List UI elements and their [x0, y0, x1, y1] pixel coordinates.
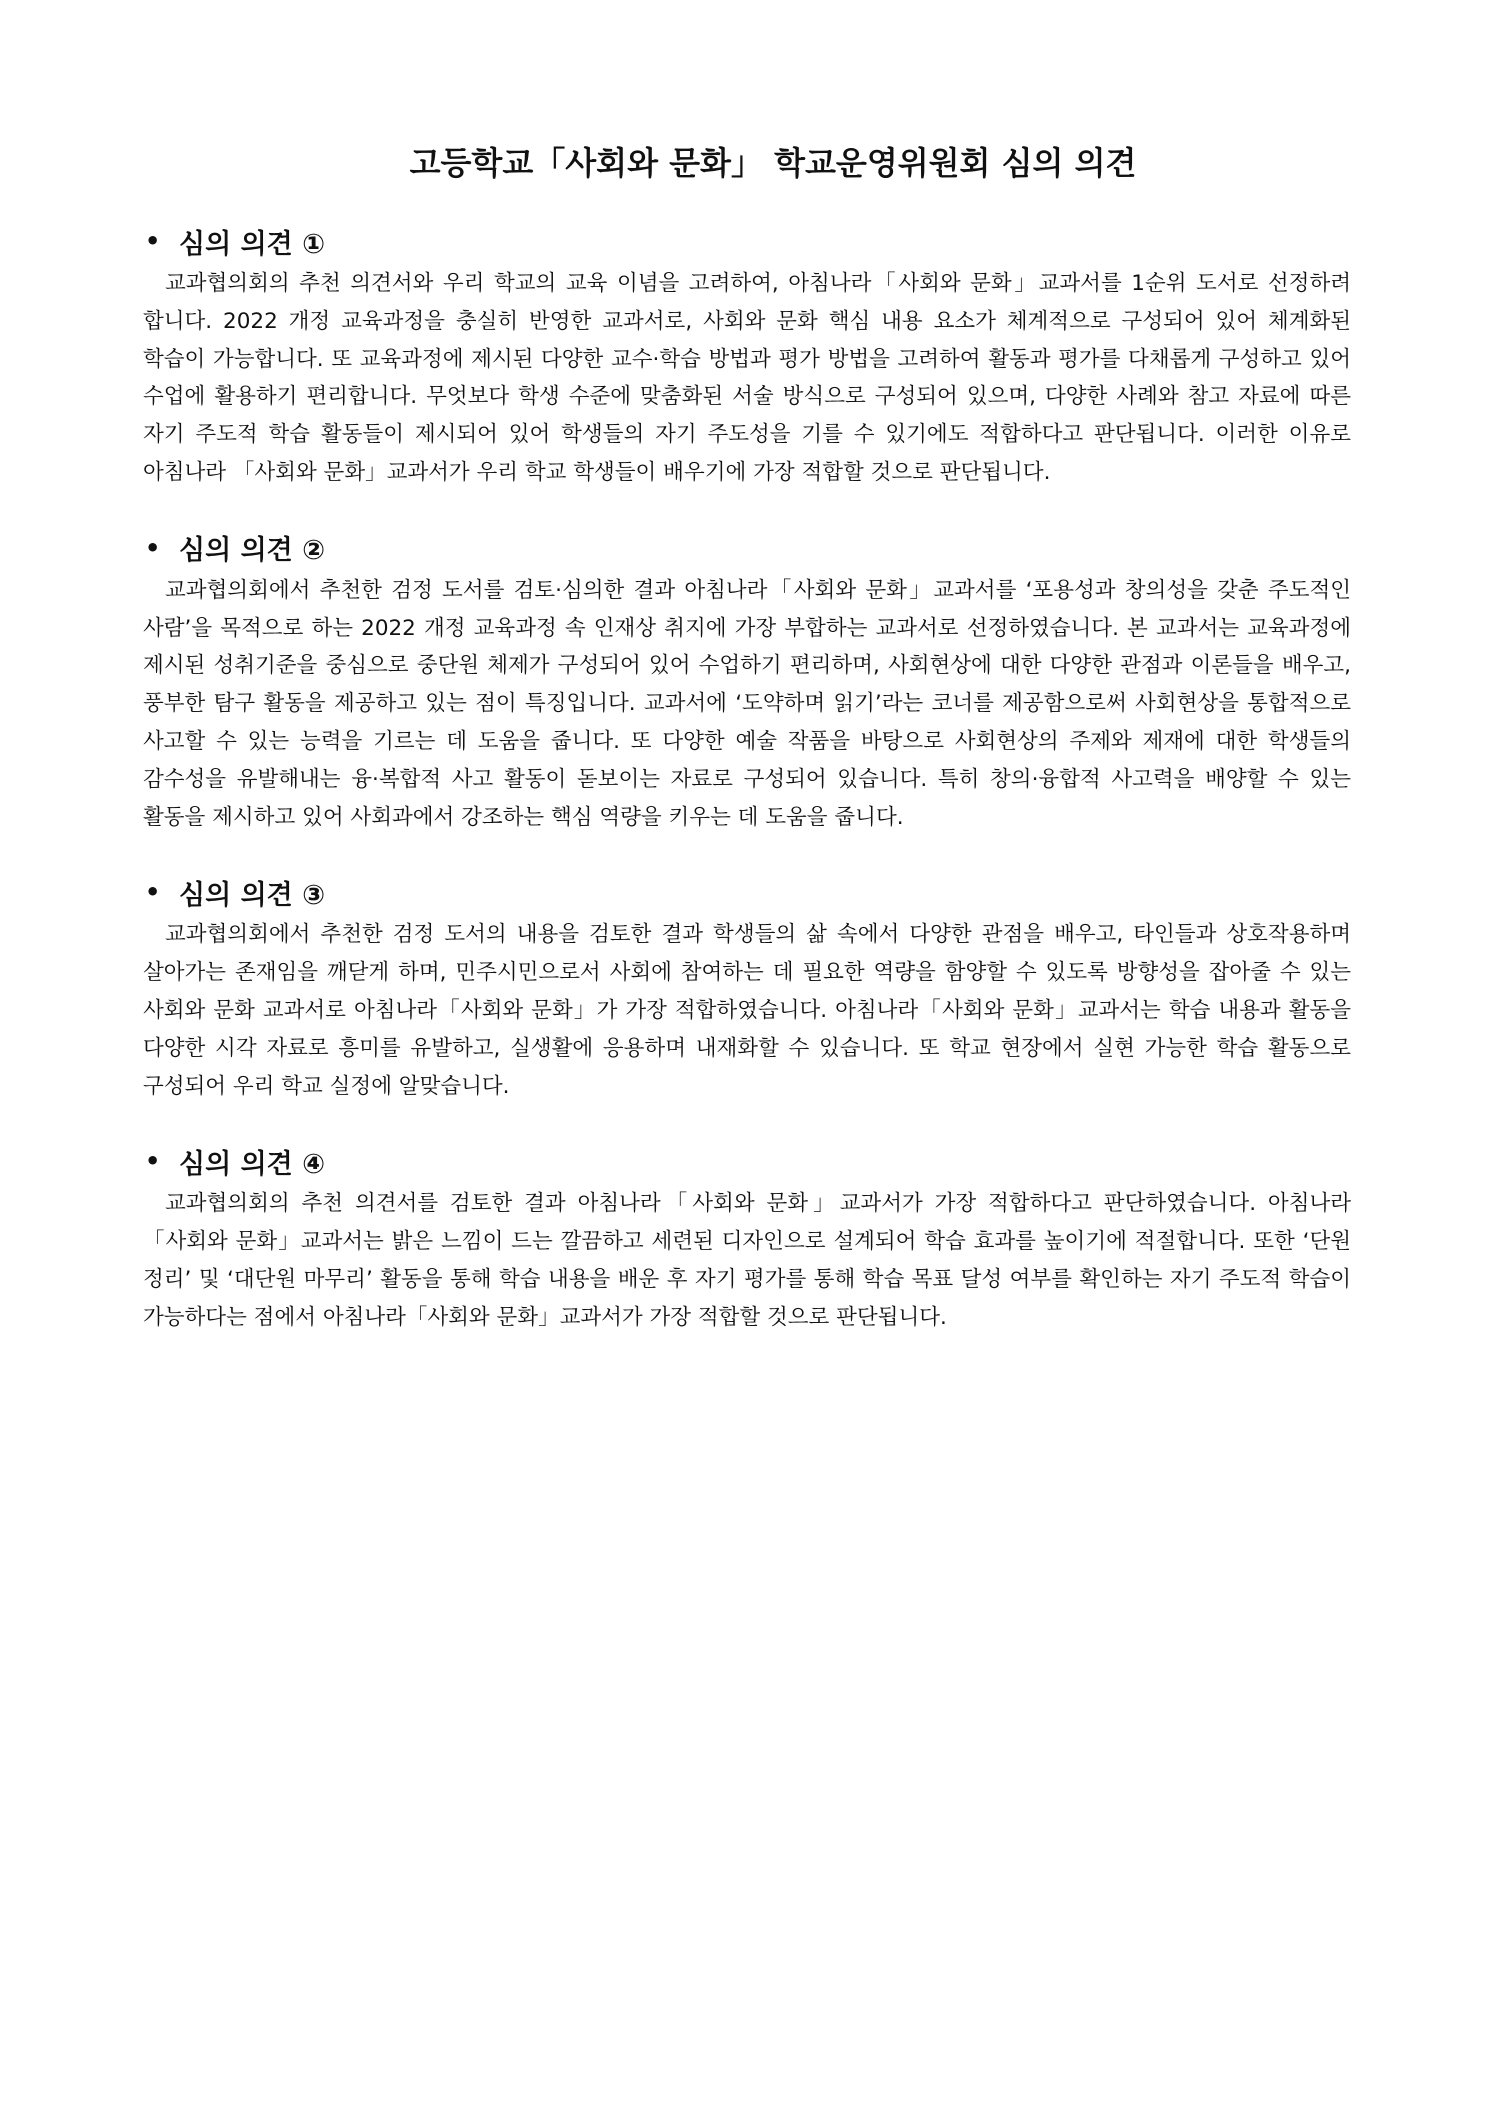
section-heading: [143, 870, 1351, 914]
bullet-icon: •: [145, 1147, 161, 1176]
bullet-icon: •: [145, 227, 161, 255]
document-title: 고등학교「사회와 문화」 학교운영위원회 심의 의견: [409, 144, 1137, 182]
section-body: 교과협의회에서 추천한 검정 도서를 검토·심의한 결과 아침나라「사회와 문화」교과서를 ‘포용성과 창의성을 갖춘 주도적인 사람’을 목적으로 하는 2022 개정 교육과정 속 인재상 취지에 가장 부합하는 교과서로 선정하였습니다. 본 교과서는 교육과정에 제시된 성취기준을 중심으로 중단원 체제가 구성되어 있어 수업하기 편리하며, 사회현상에 대한 다양한 관점과 이론들을 배우고, 풍부한 탐구 활동을 제공하고 있는 점이 특징입니다. 교과서에 ‘도약하며 읽기’라는 코너를 제공함으로써 사회현상을 통합적으로 사고할 수 있는 능력을 기르는 데 도움을 줍니다. 또 다양한 예술 작품을 바탕으로 사회현상의 주제와 제재에 대한 학생들의 감수성을 유발해내는 융·복합적 사고 활동이 돋보이는 자료로 구성되어 있습니다. 특히 창의·융합적 사고력을 배양할 수 있는 활동을 제시하고 있어 사회과에서 강조하는 핵심 역량을 키우는 데 도움을 줍니다.: [143, 577, 1351, 830]
section-heading-text: 심의 의견 ④: [179, 1148, 325, 1180]
section-heading: [143, 219, 1351, 263]
document-page: [143, 138, 1351, 1371]
opinion-section-2: [143, 526, 1351, 837]
opinion-section-3: [143, 870, 1351, 1105]
section-heading-text: 심의 의견 ③: [179, 879, 325, 911]
section-heading-text: 심의 의견 ①: [179, 228, 325, 260]
section-heading: [143, 1139, 1351, 1183]
opinion-section-4: [143, 1139, 1351, 1336]
section-heading-text: 심의 의견 ②: [179, 535, 325, 567]
section-body: 교과협의회의 추천 의견서를 검토한 결과 아침나라「사회와 문화」교과서가 가장 적합하다고 판단하였습니다. 아침나라「사회와 문화」교과서는 밝은 느낌이 드는 깔끔하고 세련된 디자인으로 설계되어 학습 효과를 높이기에 적절합니다. 또한 ‘단원 정리’ 및 ‘대단원 마무리’ 활동을 통해 학습 내용을 배운 후 자기 평가를 통해 학습 목표 달성 여부를 확인하는 자기 주도적 학습이 가능하다는 점에서 아침나라「사회와 문화」교과서가 가장 적합할 것으로 판단됩니다.: [143, 1191, 1352, 1330]
opinion-section-1: [143, 219, 1351, 492]
bullet-icon: •: [145, 878, 161, 907]
section-heading: [143, 526, 1351, 570]
bullet-icon: •: [145, 533, 161, 562]
section-body: 교과협의회의 추천 의견서와 우리 학교의 교육 이념을 고려하여, 아침나라「사회와 문화」교과서를 1순위 도서로 선정하려 합니다. 2022 개정 교육과정을 충실히 반영한 교과서로, 사회와 문화 핵심 내용 요소가 체계적으로 구성되어 있어 체계화된 학습이 가능합니다. 또 교육과정에 제시된 다양한 교수·학습 방법과 평가 방법을 고려하여 활동과 평가를 다채롭게 구성하고 있어 수업에 활용하기 편리합니다. 무엇보다 학생 수준에 맞춤화된 서술 방식으로 구성되어 있으며, 다양한 사례와 참고 자료에 따른 자기 주도적 학습 활동들이 제시되어 있어 학생들의 자기 주도성을 기를 수 있기에도 적합하다고 판단됩니다. 이러한 이유로 아침나라 「사회와 문화」교과서가 우리 학교 학생들이 배우기에 가장 적합할 것으로 판단됩니다.: [143, 271, 1351, 485]
section-body: 교과협의회에서 추천한 검정 도서의 내용을 검토한 결과 학생들의 삶 속에서 다양한 관점을 배우고, 타인들과 상호작용하며 살아가는 존재임을 깨닫게 하며, 민주시민으로서 사회에 참여하는 데 필요한 역량을 함양할 수 있도록 방향성을 잡아줄 수 있는 사회와 문화 교과서로 아침나라「사회와 문화」가 가장 적합하였습니다. 아침나라「사회와 문화」교과서는 학습 내용과 활동을 다양한 시각 자료로 흥미를 유발하고, 실생활에 응용하며 내재화할 수 있습니다. 또 학교 현장에서 실현 가능한 학습 활동으로 구성되어 우리 학교 실정에 알맞습니다.: [143, 922, 1351, 1099]
